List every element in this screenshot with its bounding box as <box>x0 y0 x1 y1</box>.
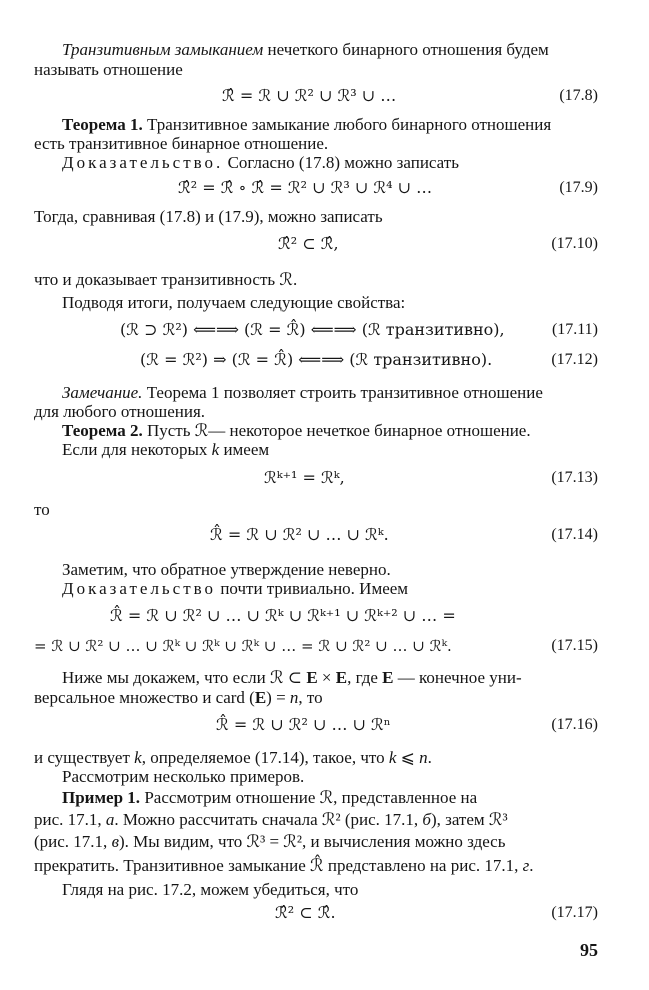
equation-number: (17.14) <box>551 526 598 543</box>
text-segment: г <box>522 856 530 875</box>
text-segment: n <box>289 688 299 707</box>
text-segment: E <box>382 668 394 687</box>
text-segment: , то <box>298 688 323 707</box>
equation-formula: (ℛ ⊃ ℛ²) ⟸⟹ (ℛ = ℛ̂) ⟸⟹ (ℛ транзитивно), <box>120 320 505 339</box>
text-segment: б <box>422 810 431 829</box>
text-segment: ) = <box>266 688 290 707</box>
text-segment: а <box>105 810 115 829</box>
equation-number: (17.17) <box>551 904 598 921</box>
equation-number: (17.13) <box>551 469 598 486</box>
text-line <box>62 560 391 580</box>
proof-line <box>62 579 408 599</box>
equation-formula: ℛ̂² ⊂ ℛ̂. <box>275 903 336 922</box>
text-segment: нечеткого бинарного отношения будем <box>263 40 549 59</box>
text-segment: рис. 17.1, <box>34 810 106 829</box>
text-segment: , определяемое (17.14), такое, что <box>141 748 389 767</box>
equation-formula: ℛ̂ = ℛ ∪ ℛ² ∪ … ∪ ℛⁿ <box>216 715 391 734</box>
text-line <box>34 832 505 852</box>
text-line <box>62 880 358 900</box>
proof-line <box>62 153 459 173</box>
text-segment: Теорема 1. <box>62 115 143 134</box>
text-segment: Транзитивным замыканием <box>62 40 264 59</box>
equation-number: (17.12) <box>551 351 598 368</box>
equation-number: (17.15) <box>551 637 598 654</box>
text-line <box>62 767 304 787</box>
text-segment: ⩽ <box>396 748 420 767</box>
text-segment: то <box>34 500 50 519</box>
text-segment: Рассмотрим несколько примеров. <box>62 767 305 786</box>
equation-formula: ℛ̂² = ℛ̂ ∘ ℛ̂ = ℛ² ∪ ℛ³ ∪ ℛ⁴ ∪ … <box>178 178 433 197</box>
text-segment: Пример 1. <box>62 788 141 807</box>
text-segment: в <box>111 832 119 851</box>
text-segment: называть отношение <box>34 60 183 79</box>
text-segment: Согласно (17.8) можно записать <box>223 153 459 172</box>
equation-formula: ℛ̂ = ℛ ∪ ℛ² ∪ ℛ³ ∪ … <box>222 86 397 105</box>
equation-number: (17.9) <box>559 179 598 196</box>
text-segment: Глядя на рис. 17.2, можем убедиться, что <box>62 880 359 899</box>
text-segment: версальное множество и card ( <box>34 688 255 707</box>
text-line <box>34 748 432 768</box>
text-segment: Транзитивное замыкание любого бинарного отношения <box>142 115 552 134</box>
theorem-heading <box>62 115 551 135</box>
text-line <box>34 270 297 290</box>
equation-formula: ℛ̂ = ℛ ∪ ℛ² ∪ … ∪ ℛᵏ. <box>210 525 389 544</box>
text-segment: Рассмотрим отношение ℛ, представленное на <box>140 788 478 807</box>
text-segment: почти тривиально. Имеем <box>216 579 409 598</box>
text-segment: Подводя итоги, получаем следующие свойства: <box>62 293 406 312</box>
text-segment: и существует <box>34 748 135 767</box>
text-segment: k <box>211 440 220 459</box>
text-segment: × <box>317 668 336 687</box>
text-segment: Доказательство. <box>62 153 224 172</box>
example-heading <box>62 788 477 808</box>
equation-number: (17.11) <box>551 321 598 338</box>
equation-formula: (ℛ = ℛ²) ⇒ (ℛ = ℛ̂) ⟸⟹ (ℛ транзитивно). <box>140 350 493 369</box>
text-line <box>34 207 383 227</box>
text-line <box>34 810 508 830</box>
text-line <box>62 40 549 60</box>
text-segment: E <box>254 688 267 707</box>
text-segment: . <box>529 856 534 875</box>
text-segment: Доказательство <box>62 579 217 598</box>
text-line <box>34 856 534 876</box>
text-line <box>34 134 328 154</box>
text-segment: . <box>427 748 432 767</box>
text-segment: . Можно рассчитать сначала ℛ² (рис. 17.1, <box>114 810 423 829</box>
remark-line <box>62 383 543 403</box>
text-segment: k <box>388 748 397 767</box>
text-segment: Теорема 1 позволяет строить транзитивное отношение <box>142 383 543 402</box>
text-segment: Если для некоторых <box>62 440 212 459</box>
equation-formula: ℛᵏ⁺¹ = ℛᵏ, <box>264 468 345 487</box>
text-line <box>34 60 183 80</box>
text-line <box>34 402 205 422</box>
text-segment: для любого отношения. <box>34 402 206 421</box>
text-line <box>34 688 323 708</box>
text-segment: ). Мы видим, что ℛ³ = ℛ², и вычисления можно здесь <box>118 832 506 851</box>
text-line <box>62 668 522 688</box>
text-segment: n <box>419 748 428 767</box>
text-segment: — конечное уни- <box>393 668 522 687</box>
text-segment: Замечание. <box>62 383 143 402</box>
text-segment: прекратить. Транзитивное замыкание ℛ̂ представлено на рис. 17.1, <box>34 856 523 875</box>
text-segment: Заметим, что обратное утверждение неверно. <box>62 560 391 579</box>
text-segment: Ниже мы докажем, что если ℛ ⊂ <box>62 668 307 687</box>
equation-formula: = ℛ ∪ ℛ² ∪ … ∪ ℛᵏ ∪ ℛᵏ ∪ ℛᵏ ∪ … = ℛ ∪ ℛ² ∪ … ∪ ℛᵏ. <box>34 637 452 655</box>
page-number: 95 <box>580 940 598 960</box>
equation-number: (17.8) <box>559 87 598 104</box>
text-segment: k <box>134 748 142 767</box>
text-segment: Теорема 2. <box>62 421 143 440</box>
text-line <box>34 500 50 520</box>
equation-number: (17.16) <box>551 716 598 733</box>
equation-formula: ℛ̂ = ℛ ∪ ℛ² ∪ … ∪ ℛᵏ ∪ ℛᵏ⁺¹ ∪ ℛᵏ⁺² ∪ … = <box>110 606 456 625</box>
equation-number: (17.10) <box>551 235 598 252</box>
equation-formula: ℛ̂² ⊂ ℛ̂, <box>278 234 339 253</box>
text-segment: Тогда, сравнивая (17.8) и (17.9), можно записать <box>34 207 383 226</box>
text-segment: , где <box>347 668 383 687</box>
text-segment: E <box>335 668 348 687</box>
text-segment: (рис. 17.1, <box>34 832 112 851</box>
text-segment: ), затем ℛ³ <box>430 810 508 829</box>
text-segment: есть транзитивное бинарное отношение. <box>34 134 329 153</box>
theorem-heading <box>62 421 531 441</box>
text-segment: что и доказывает транзитивность ℛ. <box>34 270 298 289</box>
text-line <box>62 440 269 460</box>
text-segment: E <box>306 668 318 687</box>
text-line <box>62 293 405 313</box>
text-segment: Пусть ℛ— некоторое нечеткое бинарное отношение. <box>142 421 531 440</box>
text-segment: имеем <box>219 440 270 459</box>
